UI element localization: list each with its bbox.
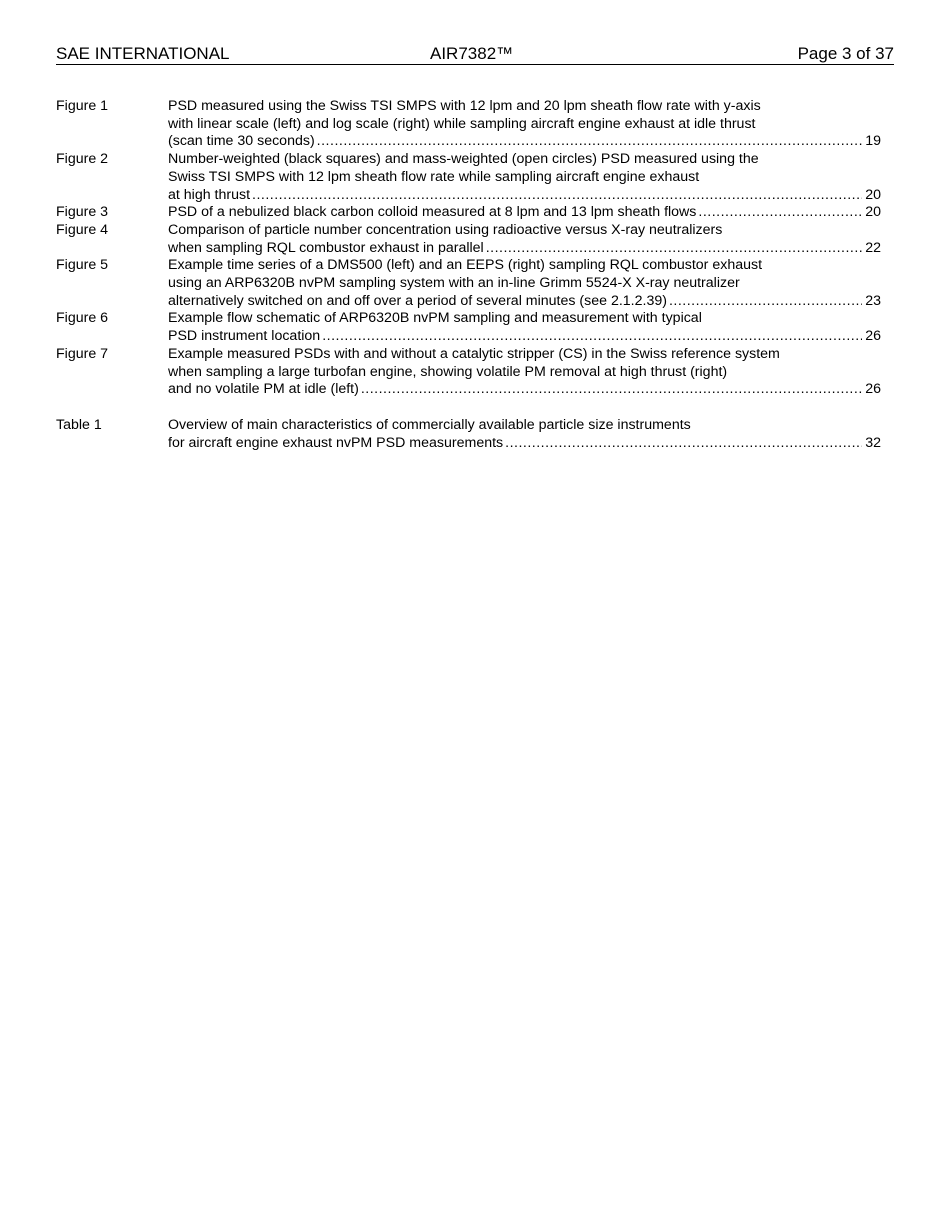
toc-entry-title-line: Swiss TSI SMPS with 12 lpm sheath flow rate while sampling aircraft engine exhaust — [168, 168, 700, 185]
toc-entry[interactable] — [56, 310, 881, 345]
dot-leader — [486, 240, 863, 258]
toc-entry-label: Figure 1 — [56, 98, 109, 114]
toc-entry-title-line: PSD instrument location — [168, 328, 321, 345]
toc-entry[interactable] — [56, 417, 881, 452]
page-header — [56, 44, 894, 65]
toc-entry-label: Figure 2 — [56, 151, 109, 168]
toc-entry-page-number[interactable]: 20 — [865, 204, 881, 221]
header-page-number: Page 3 of 37 — [797, 44, 894, 63]
tables-list — [56, 417, 881, 452]
dot-leader — [505, 435, 862, 453]
toc-entry-title-line: with linear scale (left) and log scale (right) while sampling aircraft engine exhaust at idle thrust — [168, 115, 756, 132]
dot-leader — [698, 204, 862, 222]
toc-entry-leader-line — [168, 381, 881, 399]
list-of-figures — [56, 98, 881, 452]
toc-entry-label: Figure 4 — [56, 221, 109, 238]
toc-entry-leader-line — [168, 133, 881, 151]
toc-entry-label: Figure 7 — [56, 345, 109, 362]
toc-entry-page-number[interactable]: 22 — [865, 239, 881, 256]
toc-entry-leader-line — [168, 328, 881, 346]
toc-entry-title-line: at high thrust — [168, 186, 251, 203]
header-org: SAE INTERNATIONAL — [56, 44, 230, 63]
toc-entry[interactable] — [56, 98, 881, 151]
toc-entry-leader-line — [168, 435, 881, 453]
toc-entry-page-number[interactable]: 32 — [865, 434, 881, 451]
toc-entry-title-line: alternatively switched on and off over a period of several minutes (see 2.1.2.39) — [168, 292, 667, 309]
toc-entry-title-line: PSD of a nebulized black carbon colloid measured at 8 lpm and 13 lpm sheath flows — [168, 204, 697, 221]
toc-entry-leader-line — [168, 187, 881, 205]
toc-entry-page-number[interactable]: 26 — [865, 328, 881, 345]
toc-entry[interactable] — [56, 151, 881, 204]
section-spacer — [56, 399, 881, 417]
dot-leader — [317, 133, 863, 151]
toc-entry-title-line: (scan time 30 seconds) — [168, 133, 315, 150]
toc-entry-title-line: Comparison of particle number concentration using radioactive versus X-ray neutralizers — [168, 221, 723, 238]
figures-list — [56, 98, 881, 399]
toc-entry-page-number[interactable]: 20 — [865, 186, 881, 203]
toc-entry[interactable] — [56, 204, 881, 222]
toc-entry-title-line: using an ARP6320B nvPM sampling system with an in-line Grimm 5524-X X-ray neutralizer — [168, 275, 740, 292]
toc-entry-title-line: when sampling RQL combustor exhaust in parallel — [168, 239, 484, 256]
toc-entry-title-line: PSD measured using the Swiss TSI SMPS with 12 lpm and 20 lpm sheath flow rate with y-axis — [168, 98, 761, 114]
toc-entry-leader-line — [168, 240, 881, 258]
toc-entry-title-line: for aircraft engine exhaust nvPM PSD measurements — [168, 434, 504, 451]
toc-entry-title-line: Example measured PSDs with and without a catalytic stripper (CS) in the Swiss reference system — [168, 345, 780, 362]
dot-leader — [252, 187, 862, 205]
dot-leader — [361, 381, 862, 399]
toc-entry-label: Figure 5 — [56, 257, 109, 274]
toc-entry[interactable] — [56, 257, 881, 310]
toc-entry-leader-line — [168, 204, 881, 222]
toc-entry-title-line: Overview of main characteristics of commercially available particle size instruments — [168, 416, 691, 433]
toc-entry-page-number[interactable]: 23 — [865, 292, 881, 309]
header-document-id: AIR7382™ — [430, 44, 514, 63]
toc-entry-label: Figure 3 — [56, 204, 109, 221]
toc-entry-title-line: Example time series of a DMS500 (left) and an EEPS (right) sampling RQL combustor exhaust — [168, 257, 763, 274]
dot-leader — [322, 328, 862, 346]
toc-entry-title-line: Example flow schematic of ARP6320B nvPM sampling and measurement with typical — [168, 310, 702, 327]
toc-entry-title-line: Number-weighted (black squares) and mass-weighted (open circles) PSD measured using the — [168, 151, 759, 168]
dot-leader — [669, 293, 862, 311]
toc-entry-title-line: and no volatile PM at idle (left) — [168, 381, 359, 398]
toc-entry-label: Figure 6 — [56, 310, 109, 327]
toc-entry-page-number[interactable]: 19 — [865, 133, 881, 150]
toc-entry-page-number[interactable]: 26 — [865, 381, 881, 398]
toc-entry-title-line: when sampling a large turbofan engine, showing volatile PM removal at high thrust (right) — [168, 363, 728, 380]
toc-entry[interactable] — [56, 222, 881, 257]
toc-entry-leader-line — [168, 293, 881, 311]
toc-entry-label: Table 1 — [56, 416, 102, 433]
toc-entry[interactable] — [56, 346, 881, 399]
